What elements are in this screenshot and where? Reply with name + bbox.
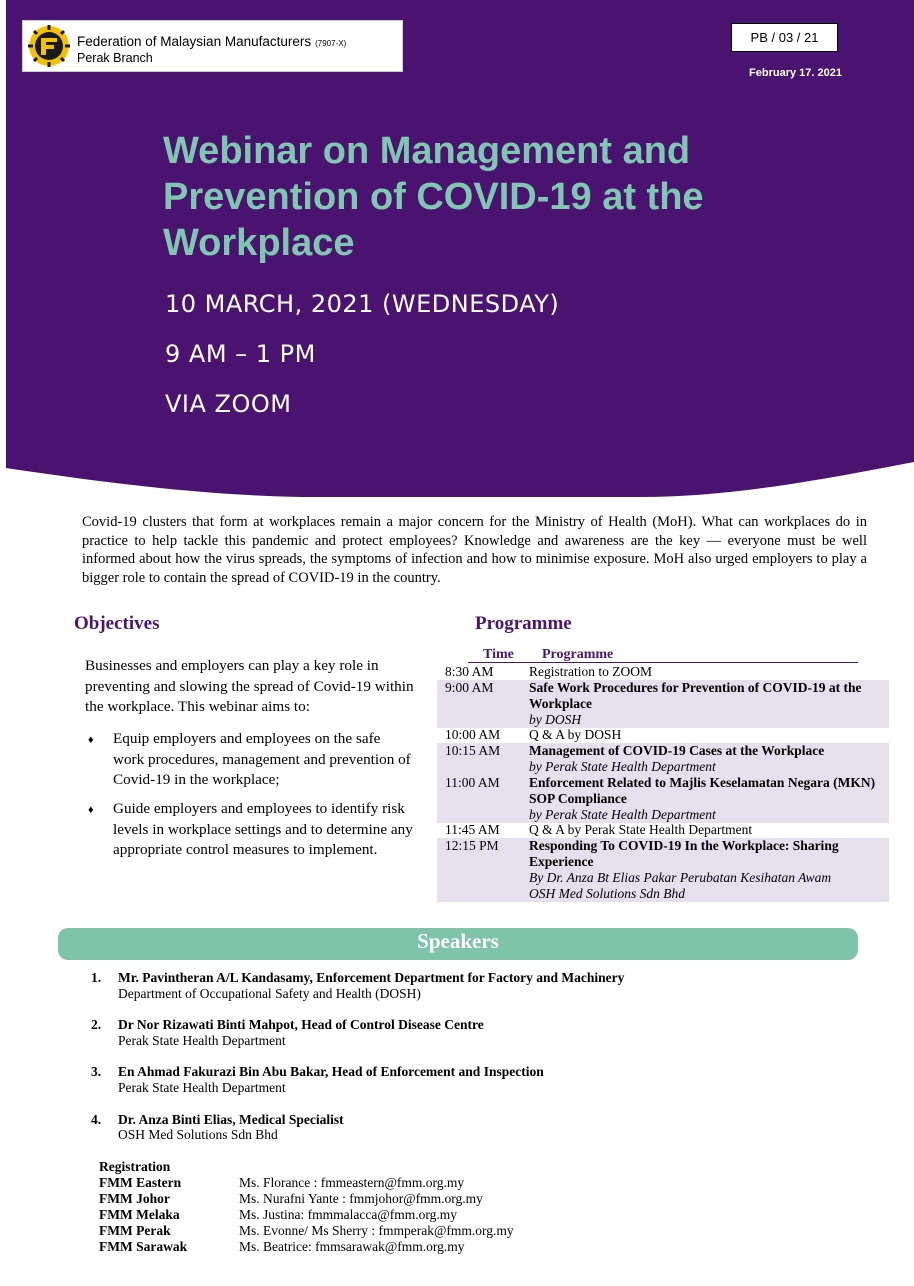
programme-by: By Dr. Anza Bt Elias Pakar Perubatan Kesihatan Awam <box>529 870 832 885</box>
speakers-heading: Speakers <box>417 929 499 953</box>
speaker-number: 3. <box>91 1064 102 1079</box>
registration-branch: FMM Perak <box>99 1223 171 1238</box>
org-reg-number: (7907-X) <box>315 39 347 48</box>
speaker-name: Mr. Pavintheran A/L Kandasamy, Enforcement Department for Factory and Machinery <box>118 970 625 985</box>
programme-entry <box>529 775 881 823</box>
org-branch: Perak Branch <box>77 51 153 65</box>
registration-label: Registration <box>99 1159 171 1174</box>
registration-contact[interactable]: Ms. Nurafni Yante : fmmjohor@fmm.org.my <box>239 1191 483 1206</box>
programme-title: Q & A by Perak State Health Department <box>529 822 753 837</box>
diamond-bullet-icon: ♦ <box>88 734 94 746</box>
programme-row <box>437 727 889 743</box>
programme-by: by DOSH <box>529 712 582 727</box>
programme-row <box>437 775 889 823</box>
programme-title: Registration to ZOOM <box>529 664 652 679</box>
programme-by: by Perak State Health Department <box>529 807 716 822</box>
programme-time: 8:30 AM <box>445 664 494 679</box>
org-logo-box <box>22 20 403 72</box>
programme-row <box>437 743 889 775</box>
registration-contact[interactable]: Ms. Evonne/ Ms Sherry : fmmperak@fmm.org.my <box>239 1223 514 1238</box>
programme-time: 11:00 AM <box>445 775 500 790</box>
objectives-heading: Objectives <box>74 613 160 634</box>
speaker-org: OSH Med Solutions Sdn Bhd <box>118 1127 278 1142</box>
programme-by-org: OSH Med Solutions Sdn Bhd <box>529 886 685 901</box>
speaker-org: Perak State Health Department <box>118 1033 286 1048</box>
registration-contact[interactable]: Ms. Justina: fmmmalacca@fmm.org.my <box>239 1207 458 1222</box>
speaker-number: 4. <box>91 1112 102 1127</box>
programme-time: 10:15 AM <box>445 743 501 758</box>
event-venue: VIA ZOOM <box>165 390 292 418</box>
fmm-logo-icon <box>27 24 71 68</box>
speaker-name: Dr. Anza Binti Elias, Medical Specialist <box>118 1112 344 1127</box>
intro-paragraph: Covid-19 clusters that form at workplaces remain a major concern for the Ministry of Health (MoH). What can workplaces do in practice to help tackle this pandemic and protect employees? Knowledge and awareness are the key — everyone must be well informed about how the virus spreads, the symptoms of infection and how to minimise exposure. MoH also urged employers to play a bigger role to contain the spread of COVID-19 in the country. <box>82 514 867 586</box>
programme-header-rule <box>468 662 858 663</box>
programme-time: 10:00 AM <box>445 727 501 742</box>
programme-title: Enforcement Related to Majlis Keselamatan Negara (MKN) SOP Compliance <box>529 775 876 806</box>
registration-branch: FMM Eastern <box>99 1175 182 1190</box>
programme-title: Safe Work Procedures for Prevention of COVID-19 at the Workplace <box>529 680 862 711</box>
programme-title: Q & A by DOSH <box>529 727 622 742</box>
objective-bullet: Guide employers and employees to identify risk levels in workplace settings and to determine any appropriate control measures to implement. <box>113 800 413 858</box>
registration-contact[interactable]: Ms. Florance : fmmeastern@fmm.org.my <box>239 1175 465 1190</box>
speaker-name: En Ahmad Fakurazi Bin Abu Bakar, Head of Enforcement and Inspection <box>118 1064 544 1079</box>
registration-branch: FMM Johor <box>99 1191 170 1206</box>
programme-entry <box>529 743 881 775</box>
issue-date: February 17. 2021 <box>749 67 842 79</box>
objective-bullet: Equip employers and employees on the safe work procedures, management and prevention of Covid-19 in the workplace; <box>113 730 411 788</box>
programme-heading: Programme <box>475 613 572 634</box>
programme-row <box>437 680 889 728</box>
programme-time: 9:00 AM <box>445 680 494 695</box>
programme-row <box>437 664 889 680</box>
programme-time: 12:15 PM <box>445 838 499 853</box>
objectives-text: Businesses and employers can play a key role in preventing and slowing the spread of Covid-19 within the workplace. This webinar aims to: <box>85 657 414 715</box>
registration-branch: FMM Melaka <box>99 1207 180 1222</box>
programme-title: Responding To COVID-19 In the Workplace: Sharing Experience <box>529 838 839 869</box>
programme-row <box>437 838 889 902</box>
speaker-org: Perak State Health Department <box>118 1080 286 1095</box>
reference-number: PB / 03 / 21 <box>731 23 838 52</box>
speaker-name: Dr Nor Rizawati Binti Mahpot, Head of Control Disease Centre <box>118 1017 484 1032</box>
programme-entry <box>529 680 881 728</box>
speaker-org: Department of Occupational Safety and Health (DOSH) <box>118 986 421 1001</box>
programme-row <box>437 822 889 838</box>
programme-col-time: Time <box>483 647 514 662</box>
registration-branch: FMM Sarawak <box>99 1239 188 1254</box>
org-name: Federation of Malaysian Manufacturers (7907-X) <box>77 34 347 49</box>
programme-col-programme: Programme <box>542 647 614 662</box>
diamond-bullet-icon: ♦ <box>88 804 94 816</box>
event-date: 10 MARCH, 2021 (WEDNESDAY) <box>165 290 560 318</box>
speaker-number: 2. <box>91 1017 102 1032</box>
registration-contact[interactable]: Ms. Beatrice: fmmsarawak@fmm.org.my <box>239 1239 465 1254</box>
programme-by: by Perak State Health Department <box>529 759 716 774</box>
speaker-number: 1. <box>91 970 102 985</box>
programme-title: Management of COVID-19 Cases at the Workplace <box>529 743 825 758</box>
event-time: 9 AM – 1 PM <box>165 340 316 368</box>
webinar-title: Webinar on Management and Prevention of COVID-19 at the Workplace <box>163 130 704 264</box>
programme-time: 11:45 AM <box>445 822 500 837</box>
programme-entry <box>529 838 881 902</box>
